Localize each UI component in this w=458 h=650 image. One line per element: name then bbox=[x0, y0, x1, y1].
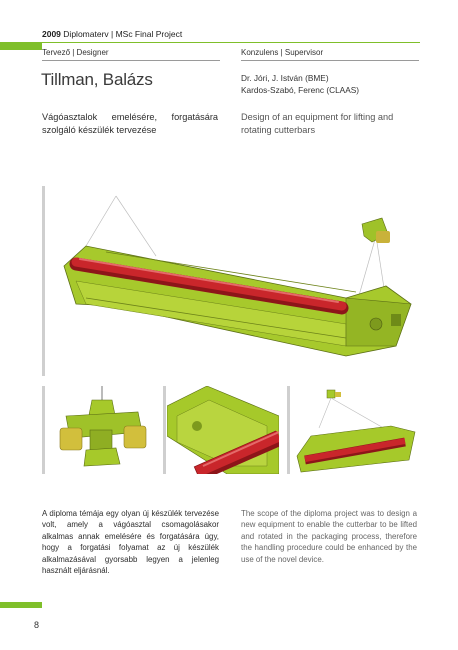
header-year: 2009 bbox=[42, 29, 61, 39]
detail-bar-3 bbox=[287, 386, 290, 474]
lifting-device-illustration bbox=[46, 386, 158, 474]
detail-image-rotating bbox=[291, 386, 418, 474]
supervisor-label: Konzulens | Supervisor bbox=[241, 48, 324, 57]
main-image-bar bbox=[42, 186, 45, 376]
detail-bar-1 bbox=[42, 386, 45, 474]
roller-end-illustration bbox=[167, 386, 279, 474]
supervisor-rule bbox=[241, 60, 419, 61]
header-title bbox=[42, 29, 182, 39]
designer-label: Tervező | Designer bbox=[42, 48, 109, 57]
main-cutterbar-image bbox=[46, 186, 418, 376]
title-english: Design of an equipment for lifting and rotating cutterbars bbox=[241, 112, 394, 135]
designer-rule bbox=[42, 60, 220, 61]
header-program: Diplomaterv | MSc Final Project bbox=[63, 29, 183, 39]
page-number: 8 bbox=[34, 620, 40, 630]
detail-bar-2 bbox=[163, 386, 166, 474]
detail-image-roller-end bbox=[167, 386, 279, 474]
body-hungarian: A diploma témája egy olyan új készülék tervezése volt, amely a vágóasztal csomagolásakor alkalmas annak emelésére és forgatására úgy, hogy a forgatási folyamat az új készülék alkalmazásával gyorsabb legyen a jelenleg használt eljárásnál. bbox=[42, 509, 219, 576]
designer-name: Tillman, Balázs bbox=[41, 70, 153, 89]
cutterbar-illustration bbox=[46, 186, 418, 376]
accent-bar-top bbox=[0, 42, 42, 50]
title-hungarian: Vágóasztalok emelésére, forgatására szolgáló készülék tervezése bbox=[42, 112, 218, 135]
supervisor-1: Dr. Jóri, J. István (BME) bbox=[241, 73, 329, 83]
header-rule bbox=[42, 42, 420, 43]
accent-bar-bottom bbox=[0, 602, 42, 608]
detail-image-lifting-device bbox=[46, 386, 158, 474]
body-english: The scope of the diploma project was to design a new equipment to enable the cutterbar to be lifted and rotated in the packaging process, therefore the handling procedure could be enhanced by the use of the novel device. bbox=[241, 509, 417, 564]
rotating-illustration bbox=[291, 386, 418, 474]
supervisor-list bbox=[241, 72, 359, 96]
supervisor-2: Kardos-Szabó, Ferenc (CLAAS) bbox=[241, 85, 360, 95]
